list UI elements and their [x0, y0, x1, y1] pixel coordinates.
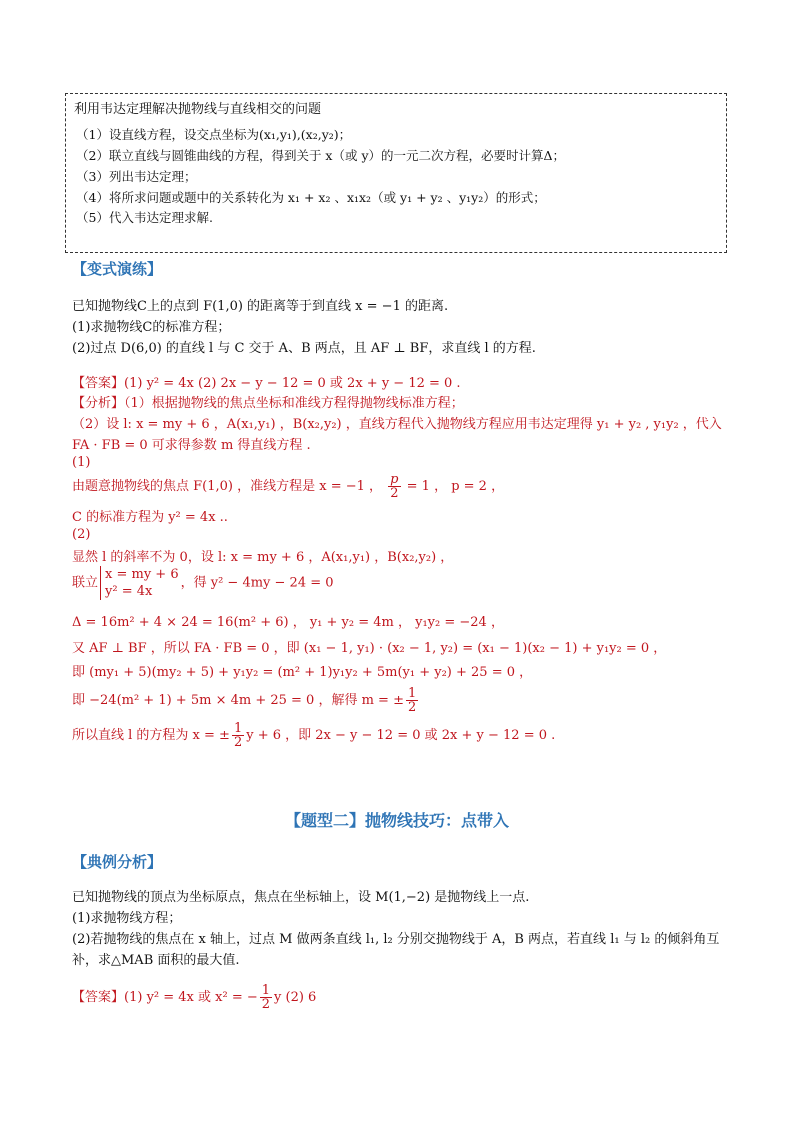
- analysis-text-1: （1）根据抛物线的焦点坐标和准线方程得抛物线标准方程；: [124, 396, 464, 411]
- section-title-type-2: 【题型二】抛物线技巧：点带入: [284, 811, 509, 830]
- analysis-line-3: [72, 434, 311, 453]
- method-box: [65, 93, 727, 253]
- solution-1-text-a: 由题意抛物线的焦点 F(1,0) ，准线方程是 x = −1 ，: [72, 479, 383, 494]
- section-heading-variant: 【变式演练】: [72, 260, 163, 278]
- solution-2-line-7: [72, 722, 555, 749]
- fraction-1-over-2: [406, 687, 418, 714]
- fraction-denominator: 2: [407, 700, 417, 715]
- solution-2-line-2: [72, 566, 334, 600]
- problem-2-part-1: (1)求抛物线方程；: [72, 911, 182, 926]
- fraction-numerator: 1: [261, 983, 271, 998]
- solution-2-line-4: 又 AF ⊥ BF ，所以 FA · FB = 0 ，即 (x₁ − 1, y₁) · (x₂ − 1, y₂) = (x₁ − 1)(x₂ − 1) + y₁y₂ = 0 ，: [72, 641, 667, 656]
- system-eq-2: y² = 4x: [105, 584, 153, 599]
- answer-2-line: [72, 984, 316, 1011]
- solution-2-line-5: 即 (my₁ + 5)(my₂ + 5) + y₁y₂ = (m² + 1)y₁y₂ + 5m(y₁ + y₂) + 25 = 0 ，: [72, 665, 533, 680]
- analysis-line-2: [72, 413, 722, 432]
- answer-text: (1) y² = 4x (2) 2x − y − 12 = 0 或 2x + y − 12 = 0 .: [124, 376, 461, 391]
- answer-line: [72, 372, 461, 391]
- method-step: （5）代入韦达定理求解.: [76, 210, 213, 225]
- analysis-tag: 【分析】: [72, 396, 125, 411]
- fraction-1-over-2: [260, 984, 272, 1011]
- problem-part-1: (1)求抛物线C的标准方程；: [72, 320, 231, 335]
- method-step: （3）列出韦达定理；: [76, 169, 197, 184]
- system-eq-1: x = my + 6: [105, 567, 179, 582]
- answer-2-tag: 【答案】: [72, 990, 125, 1005]
- fraction-denominator: 2: [261, 997, 271, 1012]
- fraction-denominator: 2: [233, 735, 243, 750]
- solution-part-2-tag: (2): [72, 527, 91, 542]
- problem-part-2: (2)过点 D(6,0) 的直线 l 与 C 交于 A、B 两点，且 AF ⊥ BF，求直线 l 的方程.: [72, 341, 536, 356]
- fraction-p-over-2: [388, 473, 400, 500]
- solution-1-line-2: C 的标准方程为 y² = 4x ..: [72, 510, 228, 525]
- method-box-title: 利用韦达定理解决抛物线与直线相交的问题: [74, 102, 322, 117]
- analysis-text-2a: （2）设 l: x = my + 6 ，A(x₁,y₁) ，B(x₂,y₂) ，: [72, 417, 359, 432]
- solution-2-text-6a: 即 −24(m² + 1) + 5m × 4m + 25 = 0 ，解得 m = ±: [72, 693, 404, 708]
- method-step: （4）将所求问题或题中的关系转化为 x₁ + x₂ 、x₁x₂（或 y₁ + y₂ 、y₁y₂）的形式；: [76, 190, 546, 205]
- answer-2-text-a: (1) y² = 4x 或 x² = −: [124, 990, 258, 1005]
- solution-2-join-label: 联立: [72, 575, 99, 591]
- solution-1-text-b: = 1 ， p = 2 ，: [406, 479, 505, 494]
- fraction-numerator: 1: [233, 721, 243, 736]
- solution-2-line-1: 显然 l 的斜率不为 0，设 l: x = my + 6 ，A(x₁,y₁) ，B(x₂,y₂) ，: [72, 550, 454, 565]
- solution-2-text-7b: y + 6 ，即 2x − y − 12 = 0 或 2x + y − 12 = 0 .: [246, 728, 556, 743]
- fraction-denominator: 2: [390, 486, 399, 501]
- answer-tag: 【答案】: [72, 376, 125, 391]
- problem-2-part-2: (2)若抛物线的焦点在 x 轴上，过点 M 做两条直线 l₁, l₂ 分别交抛物线于 A，B 两点，若直线 l₁ 与 l₂ 的倾斜角互: [72, 932, 720, 947]
- answer-2-text-b: y (2) 6: [274, 990, 317, 1005]
- solution-1-line-1: [72, 473, 504, 500]
- analysis-text-2b: 直线方程代入抛物线方程应用韦达定理得 y₁ + y₂ , y₁y₂ ，代入: [358, 417, 722, 432]
- solution-2-line-3: Δ = 16m² + 4 × 24 = 16(m² + 6) ， y₁ + y₂ = 4m ， y₁y₂ = −24 ，: [72, 615, 504, 630]
- solution-2-join-rest: ，得 y² − 4my − 24 = 0: [180, 575, 334, 591]
- solution-2-line-6: [72, 687, 420, 714]
- method-step: （1）设直线方程，设交点坐标为(x₁,y₁),(x₂,y₂)；: [76, 127, 352, 142]
- problem-2-statement: 已知抛物线的顶点为坐标原点，焦点在坐标轴上，设 M(1,−2) 是抛物线上一点.: [72, 890, 530, 905]
- problem-statement: 已知抛物线C上的点到 F(1,0) 的距离等于到直线 x = −1 的距离.: [72, 299, 449, 314]
- equation-system: [100, 566, 179, 600]
- fraction-1-over-2: [232, 722, 244, 749]
- section-heading-example: 【典例分析】: [72, 853, 163, 871]
- analysis-line-1: [72, 392, 464, 411]
- fraction-numerator: p: [390, 472, 399, 487]
- analysis-text-3: FA · FB = 0 可求得参数 m 得直线方程 .: [72, 438, 311, 453]
- solution-2-text-7a: 所以直线 l 的方程为 x = ±: [72, 728, 230, 743]
- problem-2-part-2-cont: 补，求△MAB 面积的最大值.: [72, 953, 240, 968]
- method-step: （2）联立直线与圆锥曲线的方程，得到关于 x（或 y）的一元二次方程，必要时计算Δ；: [76, 148, 566, 163]
- solution-part-1-tag: (1): [72, 455, 91, 470]
- fraction-numerator: 1: [407, 686, 417, 701]
